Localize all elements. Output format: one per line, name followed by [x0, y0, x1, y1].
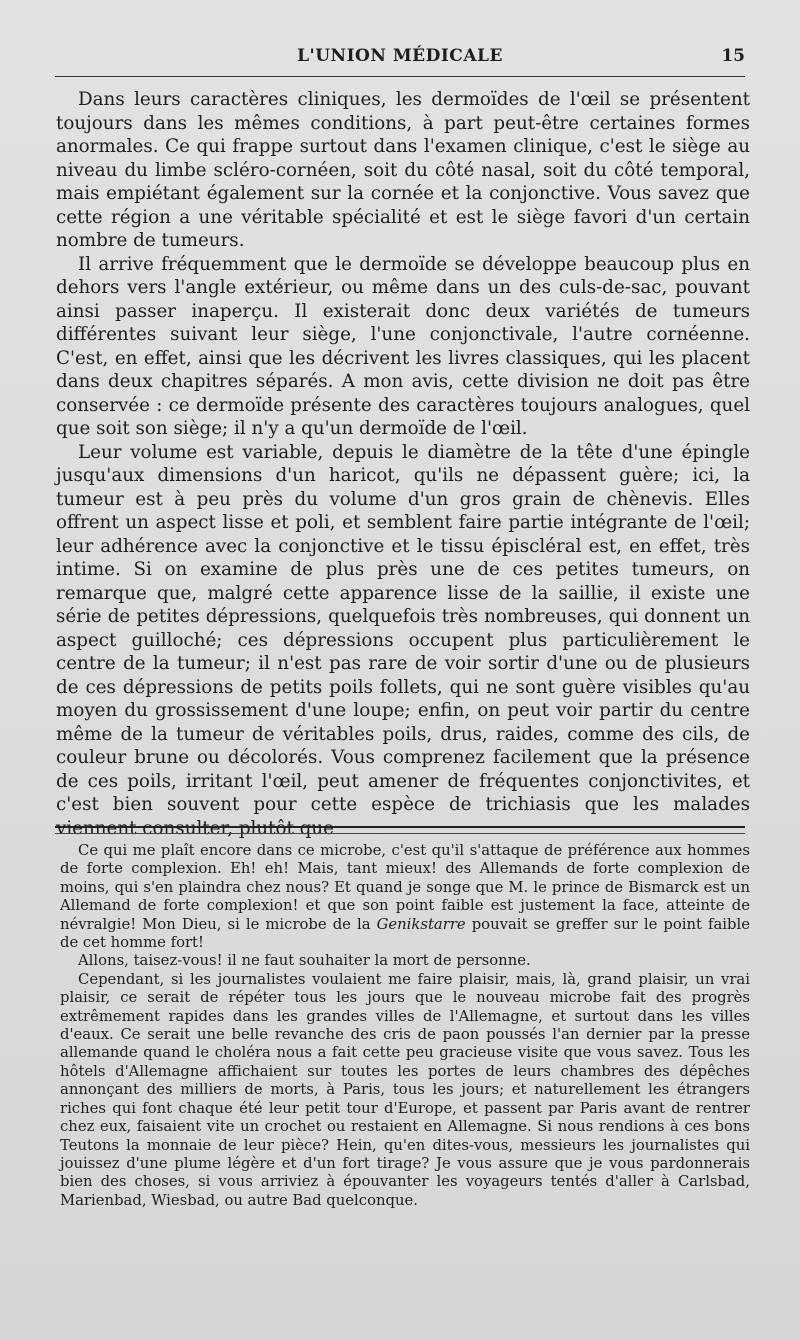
paragraph-location-variants: Il arrive fréquemment que le dermoïde se développe beaucoup plus en dehors vers l'angle extérieur, ou même dans un des culs-de-sac, pouvant ainsi passer inaperçu. Il existerait donc deux variétés de tumeurs différentes suivant leur siège, l'une conjonctivale, l'autre cornéenne. C'est, en effet, ainsi que les décrivent les livres classiques, qui les placent dans deux chapitres séparés. A mon avis, cette division ne doit pas être conservée : ce dermoïde présente des caractères toujours analogues, quel que soit son siège; il n'y a qu'un dermoïde de l'œil.: [56, 253, 750, 439]
feuilleton-paragraph-3: Cependant, si les journalistes voulaient me faire plaisir, mais, là, grand plaisir, un vrai plaisir, ce serait de répéter tous les jours que le nouveau microbe fait des progrès extrêmement rapides dans les grandes villes de l'Allemagne, et surtout dans les villes d'eaux. Ce serait une belle revanche des cris de paon poussés l'an dernier par la presse allemande quand le choléra nous a fait cette peu gracieuse visite que vous savez. Tous les hôtels d'Allemagne affichaient sur toutes les portes de leurs chambres des dépêches annonçant des milliers de morts, à Paris, tous les jours; et naturellement les étrangers riches qui font chaque été leur petit tour d'Europe, et passent par Paris avant de rentrer chez eux, faisaient vite un crochet ou restaient en Allemagne. Si nous rendions à ces bons Teutons la monnaie de leur pièce? Hein, qu'en dites-vous, messieurs les journalistes qui jouissez d'une plume légère et d'un fort tirage? Je vous assure que je vous pardonnerais bien des choses, si vous arriviez à épouvanter les voyageurs tentés d'aller à Carlsbad, Marienbad, Wiesbad, ou autre Bad quelconque.: [60, 970, 750, 1209]
header-rule: [55, 76, 745, 77]
paragraph-volume-description: Leur volume est variable, depuis le diamètre de la tête d'une épingle jusqu'aux dimensions d'un haricot, qu'ils ne dépassent guère; ici, la tumeur est à peu près du volume d'un gros grain de chènevis. Elles offrent un aspect lisse et poli, et semblent faire partie intégrante de l'œil; leur adhérence avec la conjonctive et le tissu épiscléral est, en effet, très intime. Si on examine de plus près une de ces petites tumeurs, on remarque que, malgré cette apparence lisse de la saillie, il existe une série de petites dépressions, quelquefois très nombreuses, qui donnent un aspect guilloché; ces dépressions occupent plus particulièrement le centre de la tumeur; il n'est pas rare de voir sortir d'une ou de plusieurs de ces dépressions de petits poils follets, qui ne sont guère visibles qu'au moyen du grossissement d'une loupe; enfin, on peut voir partir du centre même de la tumeur de véritables poils, drus, raides, comme des cils, de couleur brune ou décolorés. Vous comprenez facilement que la présence de ces poils, irritant l'œil, peut amener de fréquentes conjonctivites, et c'est bien souvent pour cette espèce de trichiasis que les malades viennent consulter, plutôt que: [56, 441, 750, 839]
feuilleton-separator: [55, 826, 745, 834]
feuilleton-paragraph-1: [60, 842, 750, 952]
feuilleton-paragraph-2: Allons, taisez-vous! il ne faut souhaiter la mort de personne.: [78, 952, 531, 970]
feuilleton-section: [60, 842, 750, 1210]
feuilleton-p1-start: Ce qui me plaît encore dans ce microbe, c'est qu'il s'attaque de préférence aux hommes de forte complexion. Eh! eh! Mais, tant mieux! des Allemands de forte complexion de moins, qui s'en plaindra chez nous? Et quand je songe que M. le prince de Bismarck est un Allemand de forte complexion! et que son point faible est justement la face, atteinte de névralgie! Mon Dieu, si le microbe de la: [60, 842, 750, 933]
paragraph-clinical-characters: Dans leurs caractères cliniques, les dermoïdes de l'œil se présentent toujours dans les mêmes conditions, à part peut-être certaines formes anormales. Ce qui frappe surtout dans l'examen clinique, c'est le siège au niveau du limbe scléro-cornéen, soit du côté nasal, soit du côté temporal, mais empiétant également sur la cornée et la conjonctive. Vous savez que cette région a une véritable spécialité et est le siège favori d'un certain nombre de tumeurs.: [56, 89, 750, 251]
running-head: [55, 44, 745, 74]
journal-title: L'UNION MÉDICALE: [297, 46, 503, 66]
feuilleton-p1-italic: Genikstarre: [376, 915, 466, 933]
feuilleton-p1-end: pouvait se greffer sur le point faible de cet homme fort!: [60, 915, 750, 952]
article-body: [56, 88, 750, 840]
page-number: 15: [721, 46, 745, 66]
